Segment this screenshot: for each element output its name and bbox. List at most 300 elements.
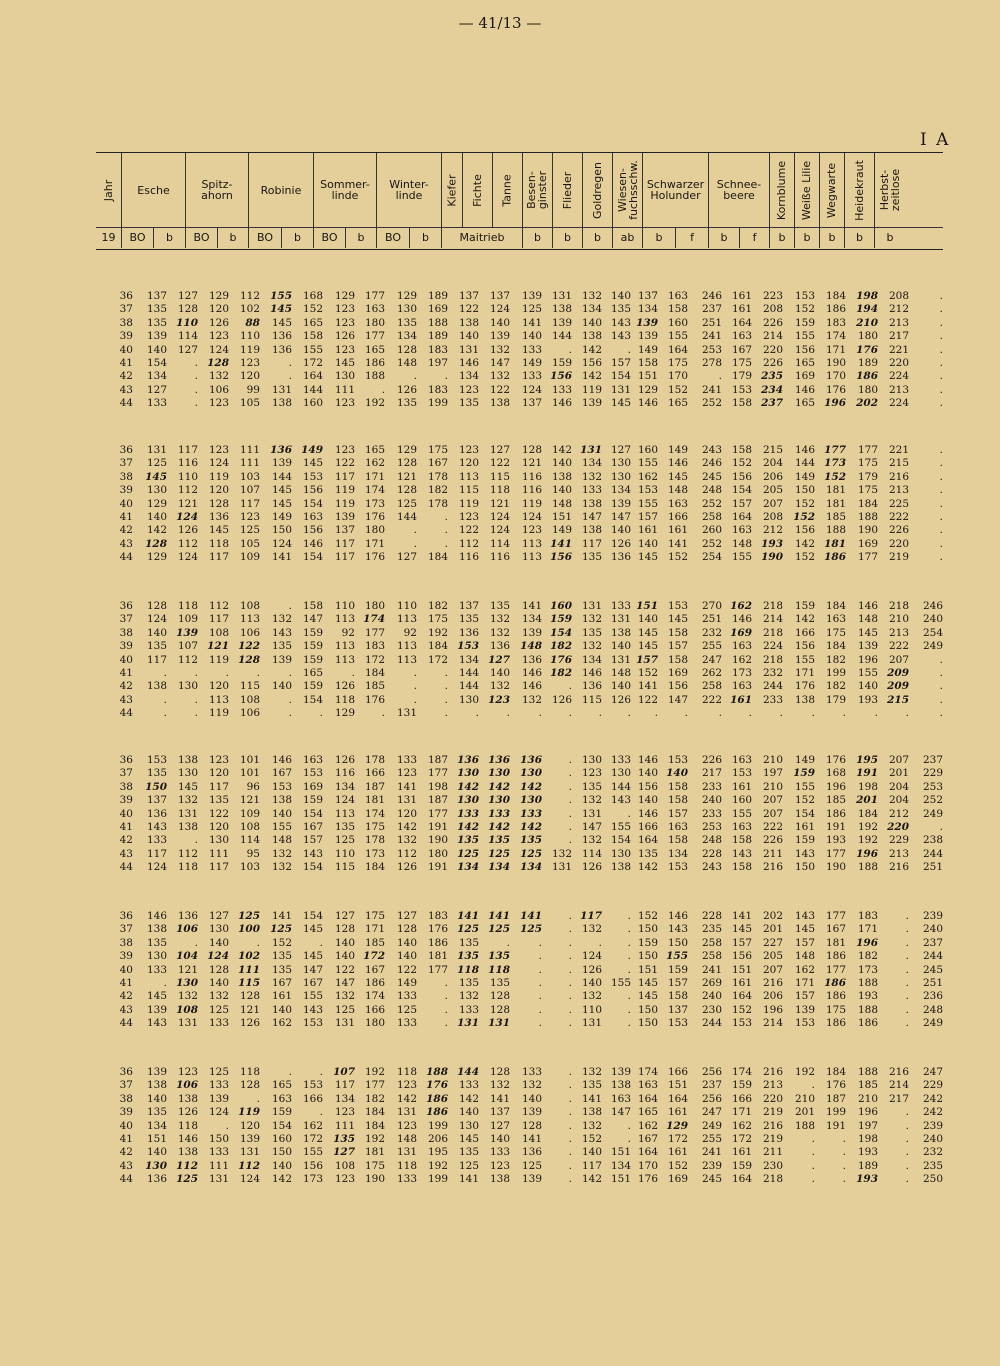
- table-cell: 119: [334, 484, 355, 497]
- subheader-cell: b: [523, 228, 553, 248]
- table-cell: 145: [667, 613, 688, 626]
- table-cell: 117: [208, 861, 229, 874]
- table-cell: .: [627, 910, 631, 922]
- table-cell: 151: [636, 600, 658, 612]
- table-cell: 156: [550, 551, 572, 564]
- table-cell: 182: [550, 640, 572, 653]
- table-cell: 121: [177, 963, 198, 976]
- table-cell: 146: [794, 444, 815, 456]
- table-cell: 191: [856, 767, 878, 780]
- column-header: Heidekraut: [845, 153, 875, 227]
- table-cell: 132: [581, 990, 602, 1003]
- table-cell: 182: [427, 600, 448, 612]
- table-cell: 124: [239, 1173, 260, 1186]
- table-cell: .: [905, 1003, 909, 1016]
- table-cell: 160: [637, 444, 658, 456]
- table-cell: .: [718, 707, 722, 720]
- table-cell: 192: [857, 834, 878, 847]
- table-cell: 144: [458, 667, 479, 679]
- table-cell: 165: [364, 343, 385, 356]
- table-cell: 190: [857, 524, 878, 537]
- table-cell: 228: [701, 910, 722, 922]
- table-cell: 192: [427, 1159, 448, 1172]
- table-cell: 129: [208, 290, 229, 302]
- table-cell: 125: [334, 1003, 355, 1016]
- table-cell: 115: [581, 693, 602, 706]
- table-cell: 237: [701, 303, 722, 316]
- table-cell: 135: [489, 977, 510, 989]
- table-cell: 148: [271, 834, 292, 847]
- table-cell: 149: [637, 343, 658, 356]
- table-cell: 132: [458, 990, 479, 1003]
- table-cell: 40: [119, 343, 133, 356]
- table-cell: .: [568, 343, 572, 356]
- table-cell: 270: [701, 600, 722, 612]
- table-cell: 119: [581, 383, 602, 396]
- table-cell: 122: [334, 963, 355, 976]
- table-cell: 145: [637, 626, 658, 639]
- table-cell: 246: [701, 290, 722, 302]
- table-cell: 133: [458, 1003, 479, 1016]
- table-cell: 134: [457, 861, 479, 874]
- table-cell: 152: [731, 457, 752, 470]
- table-cell: 212: [888, 303, 909, 316]
- table-cell: 177: [364, 290, 385, 302]
- table-cell: 134: [146, 1119, 167, 1132]
- table-cell: .: [319, 707, 323, 720]
- table-cell: 253: [701, 343, 722, 356]
- table-cell: 140: [458, 330, 479, 343]
- table-cell: 128: [145, 537, 167, 550]
- table-row: [0, 821, 1000, 834]
- table-cell: 139: [521, 290, 542, 302]
- table-cell: 214: [888, 1079, 909, 1092]
- table-cell: 163: [610, 1092, 631, 1105]
- table-cell: 113: [396, 613, 417, 626]
- column-header: Schnee- beere: [709, 153, 770, 227]
- table-cell: 154: [731, 484, 752, 497]
- table-cell: 117: [334, 470, 355, 483]
- table-cell: 126: [177, 1106, 198, 1119]
- table-cell: 171: [794, 977, 815, 989]
- table-cell: .: [256, 936, 260, 949]
- table-cell: 112: [177, 537, 198, 550]
- table-cell: 125: [208, 1003, 229, 1016]
- table-cell: .: [939, 667, 943, 679]
- table-cell: .: [627, 1133, 631, 1145]
- table-cell: 125: [396, 1003, 417, 1016]
- table-cell: 182: [427, 484, 448, 497]
- table-cell: 158: [667, 303, 688, 316]
- table-cell: 149: [396, 977, 417, 989]
- table-cell: 136: [521, 1146, 542, 1159]
- table-cell: 148: [667, 484, 688, 497]
- table-cell: 104: [176, 950, 198, 963]
- table-cell: 166: [667, 1066, 688, 1078]
- table-cell: 134: [334, 780, 355, 793]
- table-cell: 162: [637, 1119, 658, 1132]
- table-cell: 110: [334, 600, 355, 612]
- table-cell: 171: [825, 343, 846, 356]
- table-cell: 249: [922, 640, 943, 653]
- table-cell: 138: [581, 330, 602, 343]
- table-cell: 36: [119, 754, 133, 766]
- table-cell: .: [905, 1173, 909, 1186]
- table-cell: 166: [667, 511, 688, 523]
- table-cell: 147: [302, 613, 323, 626]
- table-cell: 138: [610, 861, 631, 874]
- table-cell: 255: [701, 640, 722, 653]
- table-cell: 136: [208, 511, 229, 523]
- table-cell: 256: [701, 1092, 722, 1105]
- table-cell: 118: [457, 963, 479, 976]
- table-cell: .: [939, 370, 943, 383]
- table-cell: .: [568, 707, 572, 720]
- table-cell: .: [538, 977, 542, 989]
- table-row: [0, 848, 1000, 861]
- table-cell: 148: [396, 357, 417, 369]
- table-cell: 185: [825, 794, 846, 807]
- table-cell: 143: [146, 821, 167, 833]
- table-cell: 140: [610, 290, 631, 302]
- subheader-cell: BO: [249, 228, 282, 248]
- table-cell: 125: [239, 524, 260, 537]
- table-row: [0, 1093, 1000, 1106]
- table-cell: 173: [364, 847, 385, 860]
- table-cell: 188: [857, 1066, 878, 1078]
- table-cell: .: [163, 707, 167, 720]
- table-cell: 133: [146, 397, 167, 410]
- table-cell: .: [905, 977, 909, 989]
- table-cell: .: [506, 936, 510, 949]
- table-cell: 199: [825, 667, 846, 679]
- table-cell: 233: [701, 780, 722, 793]
- table-row: [0, 551, 1000, 564]
- table-cell: 179: [731, 370, 752, 383]
- table-cell: 102: [239, 303, 260, 316]
- table-cell: 188: [794, 1119, 815, 1132]
- table-cell: 153: [667, 754, 688, 766]
- column-header: Winter- linde: [377, 153, 442, 227]
- table-cell: 166: [364, 767, 385, 780]
- table-cell: 155: [666, 950, 688, 963]
- table-cell: 139: [176, 626, 198, 639]
- column-header: Tanne: [493, 153, 523, 227]
- table-cell: .: [444, 511, 448, 523]
- table-cell: .: [568, 821, 572, 833]
- table-cell: 221: [888, 343, 909, 356]
- table-cell: 38: [119, 780, 133, 793]
- table-cell: 134: [458, 653, 479, 666]
- table-cell: 101: [239, 767, 260, 780]
- table-cell: 137: [637, 290, 658, 302]
- table-cell: 165: [271, 1079, 292, 1092]
- table-cell: 176: [550, 653, 572, 666]
- table-cell: 138: [489, 1173, 510, 1186]
- column-header: Kornblume: [770, 153, 795, 227]
- table-cell: 131: [177, 1017, 198, 1030]
- table-cell: 198: [857, 1133, 878, 1145]
- table-cell: .: [444, 680, 448, 693]
- table-cell: 212: [762, 524, 783, 537]
- table-cell: 120: [458, 457, 479, 470]
- table-cell: 132: [208, 990, 229, 1003]
- table-cell: 152: [667, 1159, 688, 1172]
- table-cell: 135: [488, 950, 510, 963]
- table-cell: 164: [302, 370, 323, 383]
- table-cell: 155: [794, 653, 815, 666]
- table-cell: 128: [396, 343, 417, 356]
- table-cell: 131: [610, 613, 631, 626]
- table-cell: 149: [794, 754, 815, 766]
- table-cell: .: [939, 551, 943, 564]
- table-cell: .: [905, 707, 909, 720]
- table-cell: .: [538, 936, 542, 949]
- table-cell: 176: [825, 754, 846, 766]
- table-row: [0, 397, 1000, 410]
- table-cell: 119: [521, 497, 542, 510]
- table-cell: 159: [637, 936, 658, 949]
- table-cell: 184: [825, 1066, 846, 1078]
- table-cell: 155: [731, 551, 752, 564]
- table-cell: 150: [637, 1017, 658, 1030]
- table-cell: 126: [610, 693, 631, 706]
- subheader-cell: f: [740, 228, 770, 248]
- table-cell: .: [939, 383, 943, 396]
- table-cell: .: [842, 1173, 846, 1186]
- column-header: Goldregen: [583, 153, 613, 227]
- table-cell: 126: [396, 383, 417, 396]
- table-cell: 146: [857, 600, 878, 612]
- table-cell: 260: [701, 524, 722, 537]
- data-block: [0, 600, 1000, 730]
- table-cell: 39: [119, 950, 133, 963]
- table-cell: 168: [825, 767, 846, 780]
- table-cell: 146: [637, 754, 658, 766]
- table-cell: 99: [246, 383, 260, 396]
- table-cell: 146: [177, 1133, 198, 1145]
- table-cell: 186: [857, 1017, 878, 1030]
- table-cell: 136: [489, 640, 510, 653]
- table-cell: 156: [794, 524, 815, 537]
- table-cell: 136: [581, 680, 602, 693]
- table-cell: 136: [458, 626, 479, 639]
- table-cell: 118: [489, 484, 510, 497]
- table-cell: 220: [888, 357, 909, 369]
- table-cell: 153: [457, 640, 479, 653]
- table-cell: .: [874, 707, 878, 720]
- table-cell: 38: [119, 470, 133, 483]
- table-cell: 131: [581, 600, 602, 612]
- table-cell: 164: [667, 1092, 688, 1105]
- table-cell: 117: [334, 551, 355, 564]
- table-cell: 164: [637, 1146, 658, 1159]
- subheader-cell: b: [886, 231, 894, 244]
- table-cell: 123: [334, 303, 355, 316]
- column-header: Fichte: [463, 153, 493, 227]
- table-cell: 184: [825, 600, 846, 612]
- table-cell: .: [444, 370, 448, 383]
- table-cell: 159: [793, 767, 815, 780]
- table-cell: 190: [825, 357, 846, 369]
- table-cell: 153: [146, 754, 167, 766]
- table-cell: 196: [856, 847, 878, 860]
- table-cell: 146: [271, 754, 292, 766]
- table-cell: 180: [364, 600, 385, 612]
- table-cell: .: [413, 667, 417, 679]
- table-cell: 132: [489, 626, 510, 639]
- table-cell: 146: [667, 910, 688, 922]
- table-cell: 133: [396, 990, 417, 1003]
- table-cell: 119: [208, 653, 229, 666]
- table-cell: .: [475, 707, 479, 720]
- table-cell: 44: [119, 551, 133, 564]
- table-cell: 126: [581, 963, 602, 976]
- table-cell: 195: [427, 1146, 448, 1159]
- table-cell: 208: [762, 303, 783, 316]
- table-cell: 142: [581, 343, 602, 356]
- table-cell: 239: [922, 910, 943, 922]
- table-cell: 110: [177, 470, 198, 483]
- table-cell: 140: [521, 1092, 542, 1105]
- table-cell: 135: [458, 613, 479, 626]
- table-cell: 148: [520, 640, 542, 653]
- table-cell: 217: [701, 767, 722, 780]
- table-cell: 161: [731, 303, 752, 316]
- table-cell: 184: [857, 807, 878, 820]
- table-cell: 130: [488, 767, 510, 780]
- table-cell: 115: [239, 680, 260, 693]
- table-cell: 123: [334, 444, 355, 456]
- table-cell: 183: [364, 640, 385, 653]
- table-cell: 226: [888, 524, 909, 537]
- table-cell: 253: [701, 821, 722, 833]
- table-cell: 125: [521, 303, 542, 316]
- table-cell: 39: [119, 1106, 133, 1119]
- table-cell: 135: [581, 1079, 602, 1092]
- table-cell: 140: [334, 936, 355, 949]
- table-cell: 110: [239, 330, 260, 343]
- table-cell: 140: [271, 680, 292, 693]
- table-cell: 177: [825, 847, 846, 860]
- table-cell: 169: [857, 537, 878, 550]
- table-cell: .: [905, 1017, 909, 1030]
- table-cell: 174: [364, 990, 385, 1003]
- table-cell: 125: [457, 923, 479, 936]
- table-cell: .: [413, 680, 417, 693]
- table-cell: 36: [119, 290, 133, 302]
- table-row: [0, 317, 1000, 330]
- table-cell: 128: [207, 357, 229, 369]
- table-row: [0, 330, 1000, 343]
- table-row: [0, 861, 1000, 874]
- table-cell: 161: [730, 693, 752, 706]
- table-cell: 143: [271, 626, 292, 639]
- table-cell: .: [842, 1146, 846, 1159]
- table-cell: 123: [581, 767, 602, 780]
- table-cell: 126: [334, 680, 355, 693]
- table-cell: 192: [364, 1133, 385, 1145]
- table-cell: 205: [762, 950, 783, 963]
- table-row: [0, 384, 1000, 397]
- column-header: Wiesen- fuchsschw.: [613, 153, 643, 227]
- table-cell: 120: [239, 370, 260, 383]
- table-cell: 123: [208, 444, 229, 456]
- table-cell: 117: [208, 780, 229, 793]
- table-cell: 149: [667, 444, 688, 456]
- column-header: Besen- ginster: [523, 153, 553, 227]
- table-cell: 126: [177, 524, 198, 537]
- table-cell: 202: [762, 910, 783, 922]
- subheader-cell: BO: [377, 228, 410, 248]
- table-cell: 192: [364, 1066, 385, 1078]
- table-cell: 128: [239, 990, 260, 1003]
- table-cell: 164: [637, 834, 658, 847]
- table-cell: 126: [581, 861, 602, 874]
- table-cell: 172: [427, 653, 448, 666]
- table-cell: 109: [239, 551, 260, 564]
- table-cell: .: [538, 990, 542, 1003]
- table-cell: 184: [427, 640, 448, 653]
- column-header: Jahr: [96, 153, 122, 227]
- table-cell: 142: [520, 780, 542, 793]
- table-cell: 129: [666, 1119, 688, 1132]
- table-cell: 135: [333, 1133, 355, 1145]
- table-cell: 154: [302, 497, 323, 510]
- table-cell: 156: [731, 470, 752, 483]
- table-header: [96, 152, 943, 250]
- table-cell: 142: [488, 821, 510, 833]
- table-row: [0, 511, 1000, 524]
- table-cell: 183: [427, 383, 448, 396]
- table-cell: 254: [922, 626, 943, 639]
- table-cell: 161: [731, 780, 752, 793]
- table-cell: 118: [177, 861, 198, 874]
- table-cell: .: [568, 923, 572, 936]
- table-cell: 146: [302, 537, 323, 550]
- table-cell: 156: [302, 524, 323, 537]
- table-cell: .: [444, 990, 448, 1003]
- table-cell: 146: [521, 667, 542, 679]
- table-cell: 112: [176, 1159, 198, 1172]
- table-cell: 164: [731, 316, 752, 329]
- table-cell: 135: [146, 936, 167, 949]
- table-cell: 182: [364, 1092, 385, 1105]
- table-cell: 244: [762, 680, 783, 693]
- table-cell: 193: [857, 990, 878, 1003]
- table-cell: 150: [271, 524, 292, 537]
- table-cell: 158: [667, 834, 688, 847]
- table-cell: 153: [667, 1017, 688, 1030]
- table-cell: 133: [521, 370, 542, 383]
- table-cell: 174: [363, 613, 385, 626]
- table-cell: 165: [667, 397, 688, 410]
- table-cell: .: [225, 1119, 229, 1132]
- table-cell: 233: [701, 807, 722, 820]
- table-cell: 131: [396, 794, 417, 807]
- table-cell: 140: [637, 794, 658, 807]
- table-cell: 153: [731, 767, 752, 780]
- table-cell: 140: [610, 524, 631, 537]
- table-cell: 140: [610, 640, 631, 653]
- table-cell: .: [627, 343, 631, 356]
- table-cell: 206: [762, 470, 783, 483]
- table-cell: 240: [701, 990, 722, 1003]
- table-cell: 150: [794, 861, 815, 874]
- table-cell: 137: [458, 600, 479, 612]
- table-cell: .: [718, 370, 722, 383]
- table-row: [0, 613, 1000, 626]
